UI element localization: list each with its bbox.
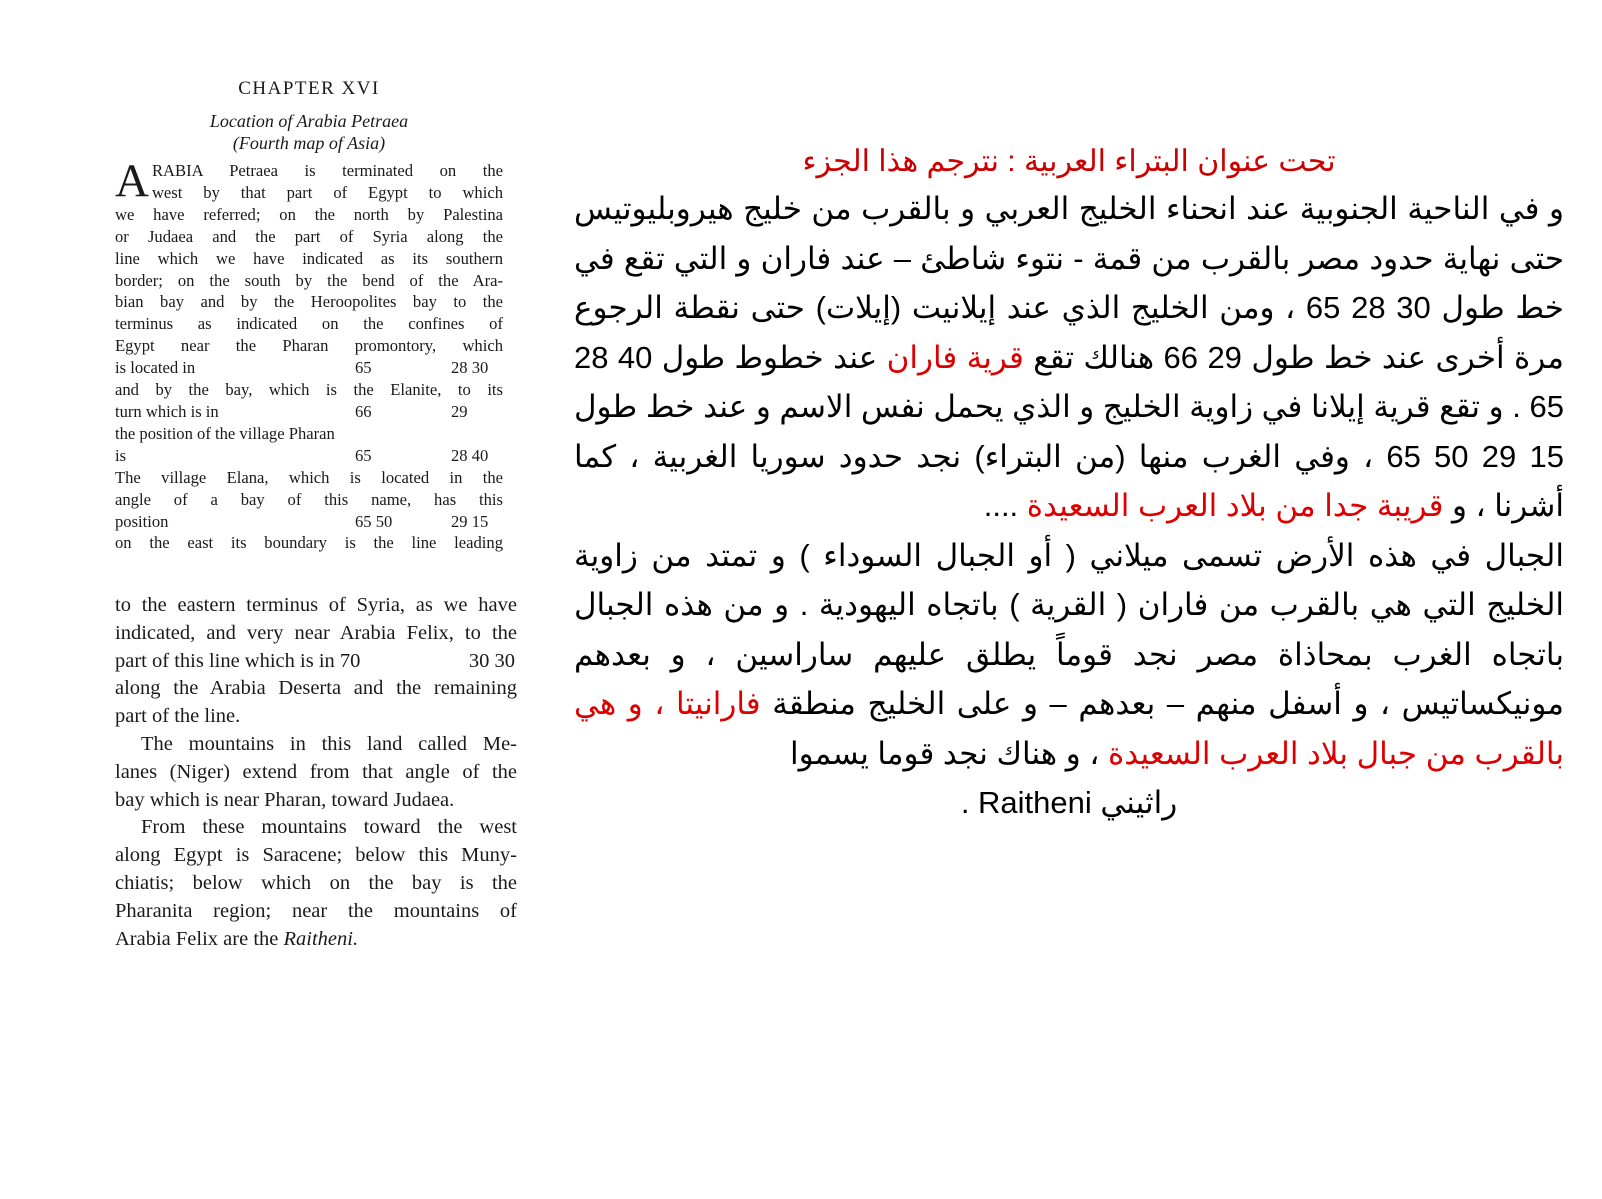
coord-row: is located in 65 28 30 — [115, 358, 489, 378]
arabic-paragraph-1: و في الناحية الجنوبية عند انحناء الخليج العربي و بالقرب من خليج هيروبليوتيس حتى نهاية حدود مصر بالقرب من قمة - نتوء شاطئ – عند فاران و التي تقع في خط طول 30 28 65 ، ومن الخليج الذي عند إيلانيت (إيلات) حتى نقطة الرجوع مرة أخرى عند خط طول 29 66 هنالك تقع قرية فاران عند خطوط طول 40 28 65 . و تقع قرية إيلانا في زاوية الخليج و الذي يحمل نفس الاسم و عند خط طول 15 29 50 65 ، وفي الغرب منها (من البتراء) نجد حدود سوريا الغربية ، كما أشرنا ، و قريبة جدا من بلاد العرب السعيدة .... — [574, 191, 1564, 523]
coord-row: part of this line which is in 70 30 30 — [115, 649, 515, 672]
coord-row: turn which is in 66 29 — [115, 401, 468, 421]
arabic-paragraph-2: الجبال في هذه الأرض تسمى ميلاني ( أو الجبال السوداء ) و تمتد من زاوية الخليج التي هي بالقرب من فاران ( القرية ) باتجاه اليهودية . و من هذه الجبال باتجاه الغرب بمحاذاة مصر نجد قوماً يطلق عليهم ساراسين ، و بعدهم مونيكساتيس ، و أسفل منهم – بعدهم – و على الخليج منطقة فارانيتا ، و هي بالقرب من جبال بلاد العرب السعيدة ، و هناك نجد قوما يسموا — [574, 537, 1564, 771]
coord-row: is 65 28 40 — [115, 445, 489, 465]
highlight-pharanita: فارانيتا ، و هي بالقرب من جبال بلاد العرب السعيدة — [574, 686, 1564, 771]
arabic-heading: تحت عنوان البتراء العربية : نترجم هذا الجزء — [802, 145, 1336, 178]
highlight-arabia-felix: قريبة جدا من بلاد العرب السعيدة — [1026, 488, 1444, 523]
chapter-title: CHAPTER XVI — [238, 78, 380, 99]
section-title: Location of Arabia Petraea (Fourth map of Asia) — [209, 111, 409, 153]
english-scan — [115, 78, 503, 554]
arabic-last-line: راثيني Raitheni . — [960, 785, 1178, 820]
coord-row: position 65 50 29 15 — [115, 511, 489, 531]
arabic-translation — [574, 140, 1564, 828]
highlight-pharan-village: قرية فاران — [886, 339, 1024, 375]
english-paragraph-1: A RABIA Petraea is terminated on the west by that part of Egypt to which we have referred; on the north by Palestina or Judaea and the part of Syria along the line which we have indicated as its southern border; on the south by the bend of the Ara- bian bay and by the Heroopolites bay to the terminus as indicated on the confines of Egypt near the Pharan promontory, which is located in 65 28 30 and by the bay, which is the Elanite, to its turn which is in 66 29 the position of the village Pharan is 65 28 40 The village Elana, which is located in the angle of a bay of this name, has this position 65 50 29 15 on the east its boundary is the line leading — [115, 155, 503, 553]
drop-cap: A — [115, 155, 149, 207]
english-paragraph-2: to the eastern terminus of Syria, as we have indicated, and very near Arabia Felix, to the part of this line which is in 70 30 30 along the Arabia Deserta and the remaining part of the line. The mountains in this land called Me- lanes (Niger) extend from that angle of the bay which is near Pharan, toward Judaea. From these mountains toward the west along Egypt is Saracene; below this Muny- chiatis; below which on the bay is the Pharanita region; near the mountains of Arabia Felix are the Raitheni. — [115, 594, 517, 950]
raitheni-italic: Raitheni. — [283, 927, 359, 950]
